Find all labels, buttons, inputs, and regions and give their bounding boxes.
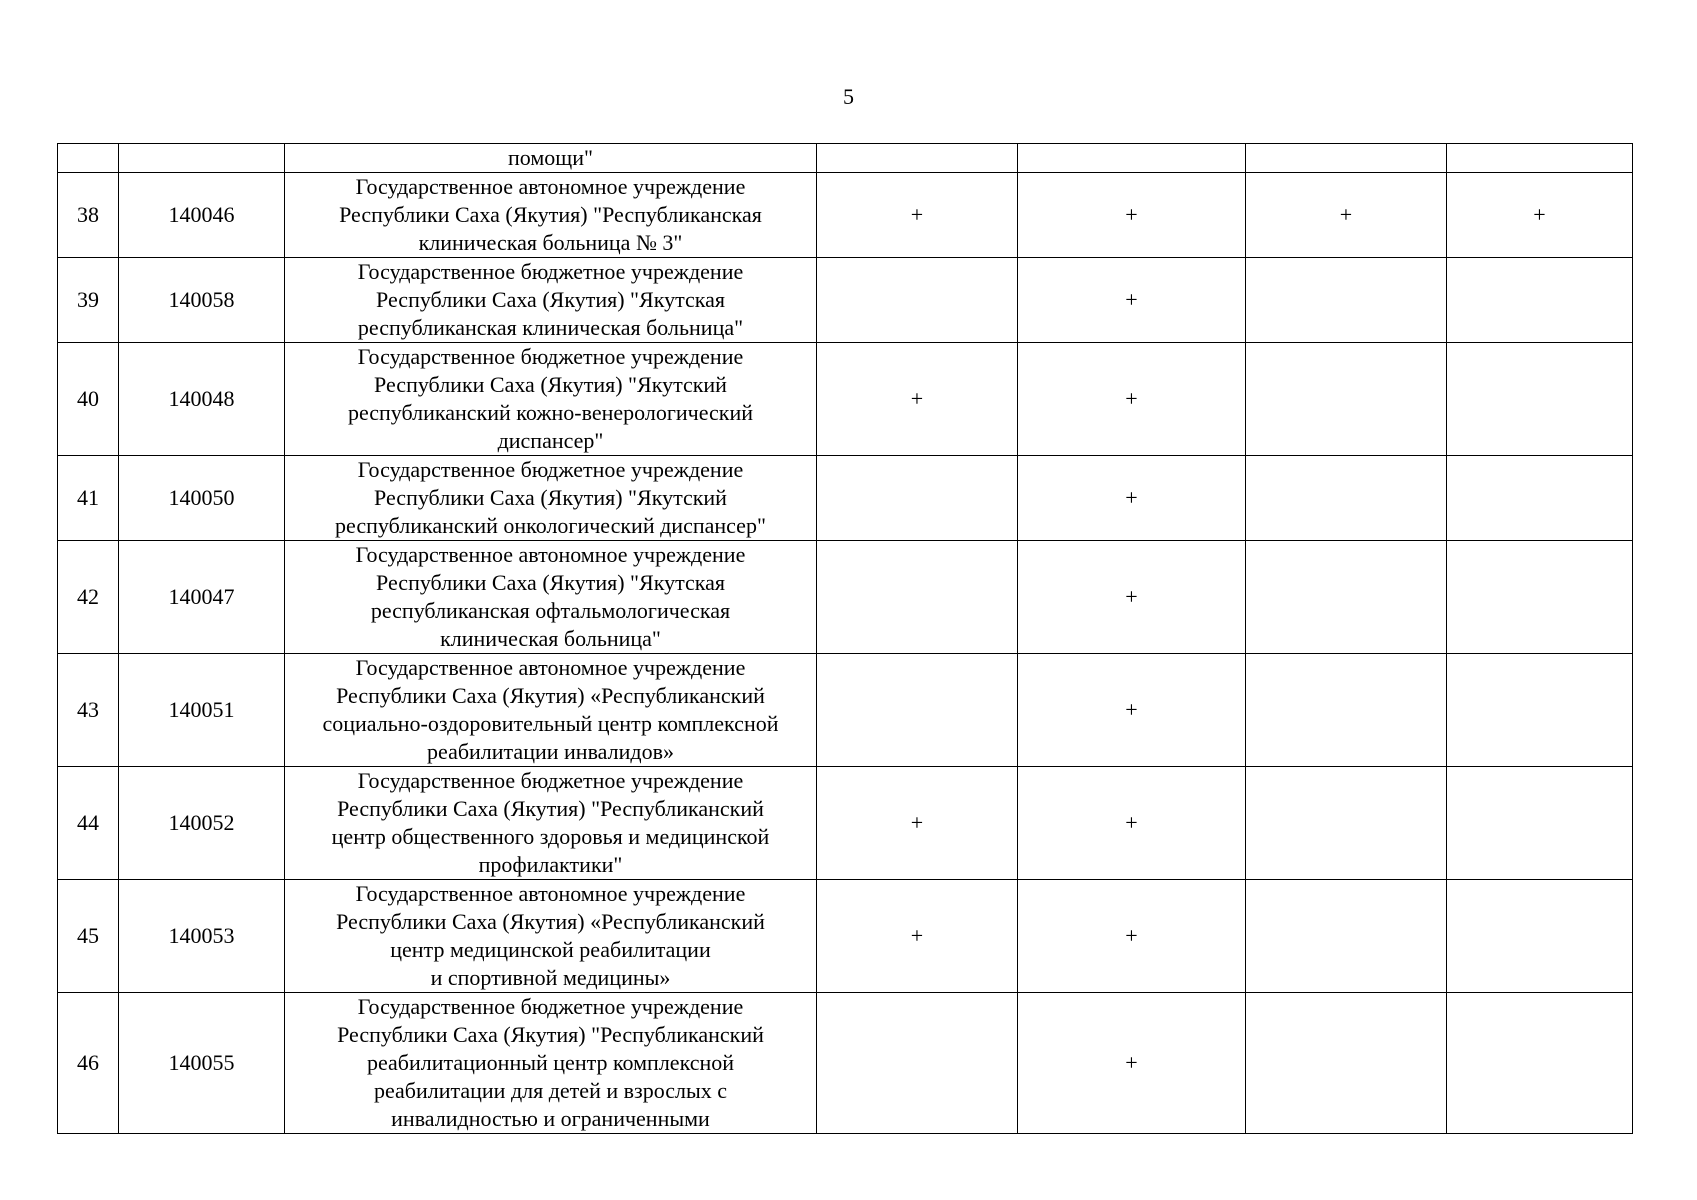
registry-code-cell: 140046 [119, 173, 285, 258]
row-number-cell: 45 [58, 880, 119, 993]
table-row [58, 880, 1633, 993]
registry-code-cell: 140052 [119, 767, 285, 880]
mark-cell-3 [1246, 456, 1447, 541]
row-number-cell: 40 [58, 343, 119, 456]
mark-cell-4: + [1447, 173, 1633, 258]
organizations-table [57, 143, 1633, 1134]
mark-cell-1: + [817, 767, 1018, 880]
organization-name-cell: Государственное автономное учреждение Республики Саха (Якутия) «Республиканский социально-оздоровительный центр комплексной реабилитации инвалидов» [285, 654, 817, 767]
mark-cell-2: + [1018, 880, 1246, 993]
table-row [58, 258, 1633, 343]
row-number-cell: 38 [58, 173, 119, 258]
organization-name-cell: Государственное бюджетное учреждение Республики Саха (Якутия) "Якутский республиканский кожно-венерологический диспансер" [285, 343, 817, 456]
organization-name-cell: помощи" [285, 144, 817, 173]
mark-cell-3 [1246, 343, 1447, 456]
mark-cell-4 [1447, 541, 1633, 654]
mark-cell-4 [1447, 993, 1633, 1134]
registry-code-cell: 140051 [119, 654, 285, 767]
mark-cell-4 [1447, 654, 1633, 767]
mark-cell-2: + [1018, 258, 1246, 343]
mark-cell-1 [817, 456, 1018, 541]
registry-code-cell [119, 144, 285, 173]
table-row [58, 654, 1633, 767]
registry-code-cell: 140047 [119, 541, 285, 654]
mark-cell-3: + [1246, 173, 1447, 258]
row-number-cell: 42 [58, 541, 119, 654]
organization-name-cell: Государственное бюджетное учреждение Республики Саха (Якутия) "Якутская республиканская клиническая больница" [285, 258, 817, 343]
row-number-cell: 44 [58, 767, 119, 880]
mark-cell-2 [1018, 144, 1246, 173]
mark-cell-2: + [1018, 541, 1246, 654]
registry-code-cell: 140055 [119, 993, 285, 1134]
organization-name-cell: Государственное автономное учреждение Республики Саха (Якутия) «Республиканский центр медицинской реабилитации и спортивной медицины» [285, 880, 817, 993]
mark-cell-1 [817, 144, 1018, 173]
mark-cell-2: + [1018, 767, 1246, 880]
registry-code-cell: 140050 [119, 456, 285, 541]
organization-name-cell: Государственное бюджетное учреждение Республики Саха (Якутия) "Якутский республиканский онкологический диспансер" [285, 456, 817, 541]
row-number-cell: 41 [58, 456, 119, 541]
mark-cell-2: + [1018, 173, 1246, 258]
row-number-cell: 43 [58, 654, 119, 767]
mark-cell-1 [817, 993, 1018, 1134]
table-row [58, 993, 1633, 1134]
mark-cell-1 [817, 541, 1018, 654]
page-number: 5 [843, 84, 854, 109]
mark-cell-1 [817, 654, 1018, 767]
table-row [58, 767, 1633, 880]
row-number-cell: 39 [58, 258, 119, 343]
table-row [58, 456, 1633, 541]
mark-cell-2: + [1018, 993, 1246, 1134]
mark-cell-3 [1246, 541, 1447, 654]
mark-cell-4 [1447, 456, 1633, 541]
mark-cell-1: + [817, 880, 1018, 993]
mark-cell-1: + [817, 343, 1018, 456]
mark-cell-3 [1246, 993, 1447, 1134]
mark-cell-4 [1447, 258, 1633, 343]
table-row [58, 541, 1633, 654]
registry-code-cell: 140048 [119, 343, 285, 456]
mark-cell-1 [817, 258, 1018, 343]
mark-cell-2: + [1018, 456, 1246, 541]
organization-name-cell: Государственное бюджетное учреждение Республики Саха (Якутия) "Республиканский реабилитационный центр комплексной реабилитации для детей и взрослых с инвалидностью и ограниченными [285, 993, 817, 1134]
table-row [58, 173, 1633, 258]
mark-cell-3 [1246, 654, 1447, 767]
organization-name-cell: Государственное бюджетное учреждение Республики Саха (Якутия) "Республиканский центр общественного здоровья и медицинской профилактики" [285, 767, 817, 880]
organization-name-cell: Государственное автономное учреждение Республики Саха (Якутия) "Якутская республиканская офтальмологическая клиническая больница" [285, 541, 817, 654]
mark-cell-1: + [817, 173, 1018, 258]
mark-cell-3 [1246, 258, 1447, 343]
mark-cell-4 [1447, 880, 1633, 993]
mark-cell-2: + [1018, 343, 1246, 456]
row-number-cell [58, 144, 119, 173]
mark-cell-3 [1246, 144, 1447, 173]
mark-cell-4 [1447, 144, 1633, 173]
mark-cell-3 [1246, 880, 1447, 993]
mark-cell-2: + [1018, 654, 1246, 767]
table-row-continuation [58, 144, 1633, 173]
mark-cell-4 [1447, 767, 1633, 880]
mark-cell-3 [1246, 767, 1447, 880]
table-row [58, 343, 1633, 456]
organization-name-cell: Государственное автономное учреждение Республики Саха (Якутия) "Республиканская клиническая больница № 3" [285, 173, 817, 258]
registry-code-cell: 140058 [119, 258, 285, 343]
mark-cell-4 [1447, 343, 1633, 456]
row-number-cell: 46 [58, 993, 119, 1134]
registry-code-cell: 140053 [119, 880, 285, 993]
